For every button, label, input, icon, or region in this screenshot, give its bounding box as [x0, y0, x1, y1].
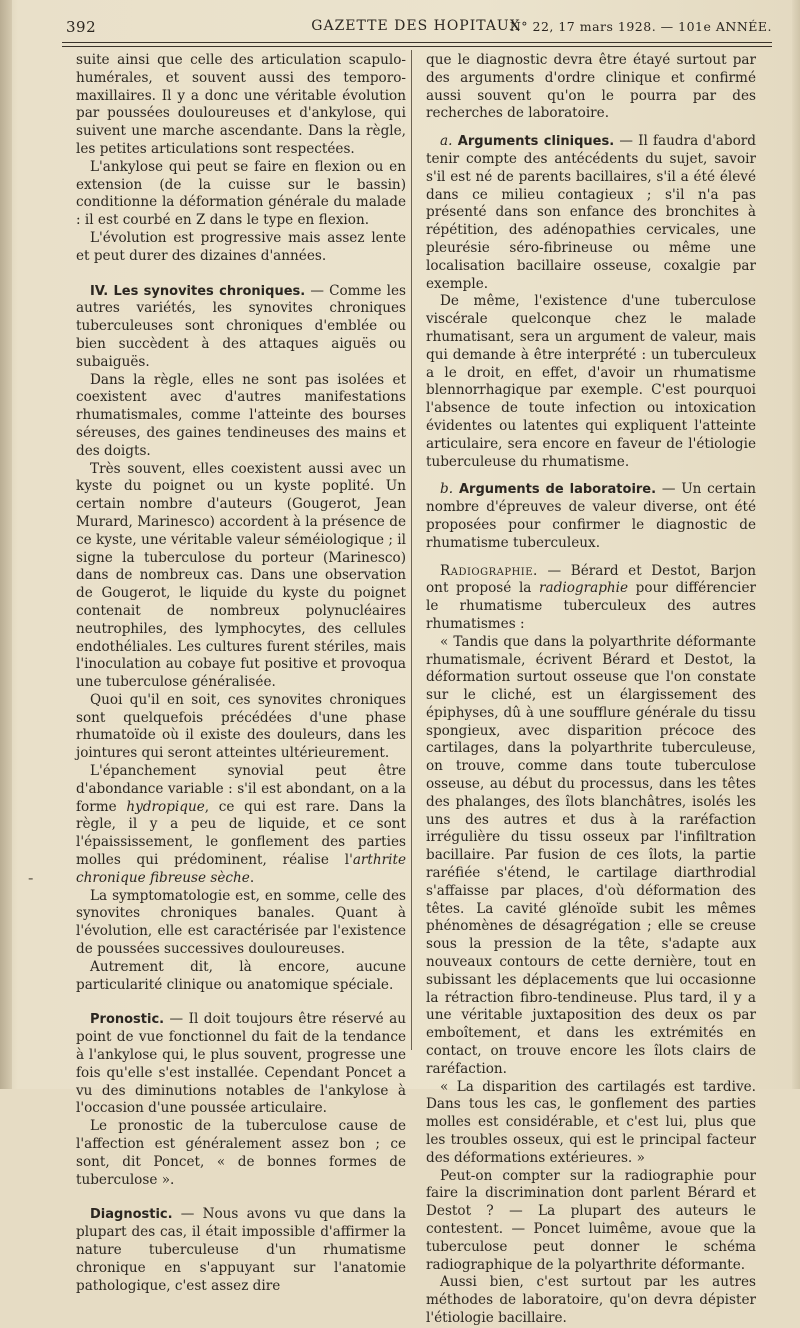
- section-arguments-cliniques: a. Arguments cliniques. — Il faudra d'abord tenir compte des antécédents du sujet, savoir s'il est né de parents bacillaires, s'il a été élevé dans ce milieu contagieux ; s'il n'a pas présenté dans son enfance des bronchites à répétition, des adénopathies cervicales, une pleurésie séro-fibrineuse ou même une localisation bacillaire osseuse, coxalgie par exemple.: [426, 133, 757, 292]
- section-arguments-laboratoire: b. Arguments de laboratoire. — Un certain nombre d'épreuves de valeur diverse, ont été proposées pour confirmer le diagnostic de rhumatisme tuberculeux.: [426, 481, 756, 551]
- paragraph: que le diagnostic devra être étayé surtout par des arguments d'ordre clinique et confirmé aussi souvent qu'on le pourra par des recherches de laboratoire.: [426, 52, 756, 122]
- paragraph: Le pronostic de la tuberculose cause de l'affection est généralement assez bon ; ce sont, dit Poncet, « de bonnes formes de tuberculose ».: [76, 1118, 406, 1188]
- paragraph: L'ankylose qui peut se faire en flexion ou en extension (de la cuisse sur le bassin) conditionne la déformation générale du malade : il est courbé en Z dans le type en flexion.: [76, 158, 406, 229]
- left-column: [76, 52, 406, 1295]
- right-edge: [792, 0, 800, 1089]
- paragraph: Quoi qu'il en soit, ces synovites chroniques sont quelquefois précédées d'une phase rhumatoïde où il existe des douleurs, dans les jointures qui seront atteintes ultérieurement.: [76, 691, 406, 762]
- paragraph: Dans la règle, elles ne sont pas isolées et coexistent avec d'autres manifestations rhumatismales, comme l'atteinte des bourses séreuses, des gaines tendineuses des mains et des doigts.: [76, 371, 406, 459]
- section-heading: Arguments de laboratoire.: [453, 482, 657, 498]
- paragraph: De même, l'existence d'une tuberculose viscérale quelconque chez le malade rhumatisant, sera un argument de valeur, mais qui demande à être interprété : un tuberculeux a le droit, en effet, d'avoir un rhumatisme blennorrhagique par exemple. C'est pourquoi l'absence de toute infection ou intoxication évidentes ou latentes qui expliquent l'atteinte articulaire, sera encore en faveur de l'étiologie tuberculeuse du rhumatisme.: [426, 293, 756, 470]
- quotation: « La disparition des cartilagés est tardive. Dans tous les cas, le gonflement des parties molles est considérable, et c'est lui, plus que les troubles osseux, qui est le principal facteur des déformations extérieures. »: [426, 1078, 756, 1166]
- column-divider: [411, 50, 412, 1050]
- right-column: [426, 52, 756, 1328]
- section-radiographie: Radiographie. — Bérard et Destot, Barjon ont proposé la radiographie pour différencier le rhumatisme tuberculeux des autres rhumatismes :: [426, 562, 757, 632]
- header-rule-thin: [62, 46, 772, 47]
- running-header: [60, 14, 772, 40]
- header-rule: [62, 42, 772, 43]
- paragraph: L'épanchement synovial peut être d'abondance variable : s'il est abondant, on a la forme hydropique, ce qui est rare. Dans la règle, il y a peu de liquide, et ce sont l'épaississement, le gonflement des parties molles qui prédominent, réalise l'arthrite chronique fibreuse sèche.: [76, 763, 406, 886]
- margin-mark: -: [28, 868, 34, 887]
- section-heading: Pronostic.: [90, 1012, 165, 1028]
- section-synovites: IV. Les synovites chroniques. — Comme les autres variétés, les synovites chroniques tuberculeuses sont chroniques d'emblée ou bien succèdent à des attaques aiguës ou subaiguës.: [76, 282, 406, 370]
- section-diagnostic: Diagnostic. — Nous avons vu que dans la plupart des cas, il était impossible d'affirmer la nature tuberculeuse d'un rhumatisme chronique en s'appuyant sur l'anatomie pathologique, c'est assez dire: [76, 1206, 406, 1294]
- paragraph: Peut-on compter sur la radiographie pour faire la discrimination dont parlent Bérard et Destot ? — La plupart des auteurs le contestent. — Poncet luimême, avoue que la tuberculose peut donner le schéma radiographique de la polyarthrite déformante.: [426, 1167, 756, 1273]
- journal-title: GAZETTE DES HOPITAUX: [311, 18, 521, 34]
- issue-date: N° 22, 17 mars 1928. — 101e ANNÉE.: [509, 19, 772, 34]
- section-pronostic: Pronostic. — Il doit toujours être réservé au point de vue fonctionnel du fait de la tendance à l'ankylose qui, le plus souvent, progresse une fois qu'elle s'est installée. Cependant Poncet a vu des diminutions notables de l'ankylose à l'occasion d'une poussée articulaire.: [76, 1011, 406, 1117]
- section-heading: Diagnostic.: [90, 1207, 173, 1223]
- paragraph: L'évolution est progressive mais assez lente et peut durer des dizaines d'années.: [76, 229, 406, 264]
- page-number: 392: [66, 18, 97, 36]
- paragraph: suite ainsi que celle des articulation scapulo-humérales, et souvent aussi des temporo-maxillaires. Il y a donc une véritable évolution par poussées douloureuses et d'ankylose, qui suivent une marche ascendante. Dans la règle, les petites articulations sont respectées.: [76, 52, 406, 157]
- paragraph: Très souvent, elles coexistent aussi avec un kyste du poignet ou un kyste poplité. Un certain nombre d'auteurs (Gougerot, Jean Murard, Marinesco) accordent à la présence de ce kyste, une véritable valeur séméiologique ; il signe la tuberculose du porteur (Marinesco) dans de nombreux cas. Dans une observation de Gougerot, le liquide du kyste du poignet contenait de nombreux polynucléaires neutrophiles, des lymphocytes, des cellules endothéliales. Les cultures furent stériles, mais l'inoculation au cobaye fut positive et provoqua une tuberculose généralisée.: [76, 460, 406, 691]
- section-heading: Arguments cliniques.: [452, 134, 615, 150]
- paragraph: Aussi bien, c'est surtout par les autres méthodes de laboratoire, qu'on devra dépister l'étiologie bacillaire.: [426, 1274, 756, 1326]
- paragraph: Autrement dit, là encore, aucune particularité clinique ou anatomique spéciale.: [76, 958, 406, 993]
- binding-edge: [0, 0, 12, 1089]
- quotation: « Tandis que dans la polyarthrite déformante rhumatismale, écrivent Bérard et Destot, la déformation surtout osseuse que l'on constate sur le cliché, est un élargissement des épiphyses, dû à une soufflure générale du tissu spongieux, avec disparition précoce des cartilages, dans la polyarthrite tuberculeuse, on trouve, comme dans toute tuberculose osseuse, au début du processus, dans les têtes des phalanges, des îlots blanchâtres, isolés les uns des autres et dus à la raréfaction irrégulière du tissu osseux par l'infiltration bacillaire. Par fusion de ces îlots, la partie raréfiée s'étend, le cartilage diarthrodial s'affaisse par places, d'où déformation des têtes. La cavité glénoïde subit les mêmes phénomènes de désagrégation ; elle se creuse sous la pression de la tête, s'adapte aux nouveaux contours de cette dernière, tout en subissant les déplacements que lui occasionne la rétraction fibro-tendineuse. Plus tard, il y a une véritable juxtaposition des deux os par emboîtement, et dans les extrémités en contact, on trouve encore les îlots clairs de raréfaction.: [426, 633, 756, 1077]
- section-heading: Radiographie.: [440, 562, 538, 579]
- section-heading: IV. Les synovites chroniques.: [90, 283, 306, 299]
- paragraph: La symptomatologie est, en somme, celle des synovites chroniques banales. Quant à l'évolution, elle est caractérisée par l'existence de poussées successives douloureuses.: [76, 887, 406, 958]
